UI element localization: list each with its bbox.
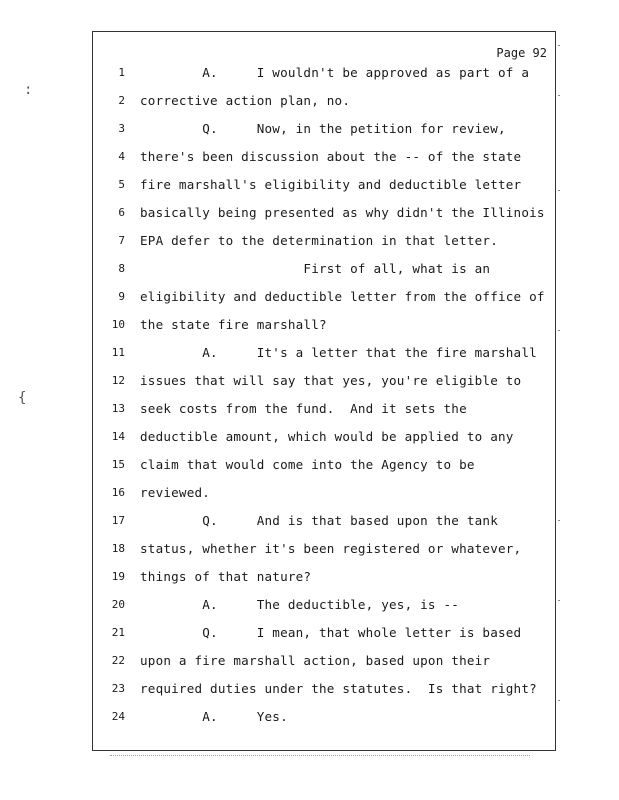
line-text: corrective action plan, no. — [140, 93, 351, 108]
transcript-line — [93, 540, 555, 560]
line-number: 7 — [118, 234, 125, 247]
line-number: 14 — [111, 430, 125, 443]
transcript-line — [93, 512, 555, 532]
transcript-line — [93, 596, 555, 616]
scan-tick — [558, 520, 560, 521]
transcript-line — [93, 148, 555, 168]
line-text: A. I wouldn't be approved as part of a — [140, 65, 530, 80]
line-text: basically being presented as why didn't the Illinois — [140, 205, 545, 220]
line-number: 13 — [111, 402, 125, 415]
line-number: 4 — [118, 150, 125, 163]
line-number: 9 — [118, 290, 125, 303]
line-text: upon a fire marshall action, based upon their — [140, 653, 491, 668]
transcript-line — [93, 260, 555, 280]
transcript-line — [93, 316, 555, 336]
line-text: Q. I mean, that whole letter is based — [140, 625, 522, 640]
line-text: Q. Now, in the petition for review, — [140, 121, 506, 136]
line-text: required duties under the statutes. Is that right? — [140, 681, 537, 696]
line-number: 2 — [118, 94, 125, 107]
line-number: 5 — [118, 178, 125, 191]
line-number: 10 — [111, 318, 125, 331]
scan-tick — [558, 45, 560, 46]
line-text: things of that nature? — [140, 569, 312, 584]
transcript-line — [93, 680, 555, 700]
transcript-line — [93, 400, 555, 420]
transcript-line — [93, 176, 555, 196]
line-text: EPA defer to the determination in that letter. — [140, 233, 498, 248]
transcript-line — [93, 64, 555, 84]
line-text: seek costs from the fund. And it sets the — [140, 401, 467, 416]
line-number: 22 — [111, 654, 125, 667]
scan-tick — [558, 190, 560, 191]
line-number: 20 — [111, 598, 125, 611]
transcript-line — [93, 204, 555, 224]
transcript-line — [93, 708, 555, 728]
scan-tick — [558, 330, 560, 331]
line-text: reviewed. — [140, 485, 211, 500]
margin-mark-bracket: { — [18, 390, 27, 406]
transcript-line — [93, 288, 555, 308]
line-number: 6 — [118, 206, 125, 219]
transcript-line — [93, 568, 555, 588]
transcript-line — [93, 232, 555, 252]
transcript-line — [93, 92, 555, 112]
transcript-line — [93, 456, 555, 476]
scan-tick — [558, 600, 560, 601]
scan-tick — [558, 700, 560, 701]
line-text: issues that will say that yes, you're eligible to — [140, 373, 522, 388]
line-text: A. It's a letter that the fire marshall — [140, 345, 537, 360]
line-text: claim that would come into the Agency to be — [140, 457, 475, 472]
line-number: 8 — [118, 262, 125, 275]
line-text: First of all, what is an — [140, 261, 491, 276]
line-text: eligibility and deductible letter from the office of — [140, 289, 545, 304]
line-text: there's been discussion about the -- of the state — [140, 149, 522, 164]
transcript-line — [93, 624, 555, 644]
transcript-line — [93, 344, 555, 364]
transcript-line — [93, 484, 555, 504]
scan-tick — [558, 95, 560, 96]
line-number: 1 — [118, 66, 125, 79]
line-number: 24 — [111, 710, 125, 723]
transcript-line — [93, 120, 555, 140]
line-number: 11 — [111, 346, 125, 359]
line-number: 16 — [111, 486, 125, 499]
page-number: Page 92 — [496, 46, 547, 60]
line-number: 23 — [111, 682, 125, 695]
line-text: A. Yes. — [140, 709, 288, 724]
line-number: 21 — [111, 626, 125, 639]
line-number: 3 — [118, 122, 125, 135]
line-number: 12 — [111, 374, 125, 387]
scan-footer-strip — [110, 755, 530, 760]
transcript-line — [93, 428, 555, 448]
line-text: status, whether it's been registered or whatever, — [140, 541, 522, 556]
line-text: the state fire marshall? — [140, 317, 327, 332]
line-text: A. The deductible, yes, is -- — [140, 597, 460, 612]
transcript-page — [92, 31, 556, 751]
transcript-line — [93, 372, 555, 392]
line-text: Q. And is that based upon the tank — [140, 513, 498, 528]
line-number: 17 — [111, 514, 125, 527]
line-number: 15 — [111, 458, 125, 471]
line-text: fire marshall's eligibility and deductible letter — [140, 177, 522, 192]
transcript-line — [93, 652, 555, 672]
line-text: deductible amount, which would be applied to any — [140, 429, 514, 444]
line-number: 18 — [111, 542, 125, 555]
line-number: 19 — [111, 570, 125, 583]
margin-mark-top: : — [24, 82, 33, 98]
